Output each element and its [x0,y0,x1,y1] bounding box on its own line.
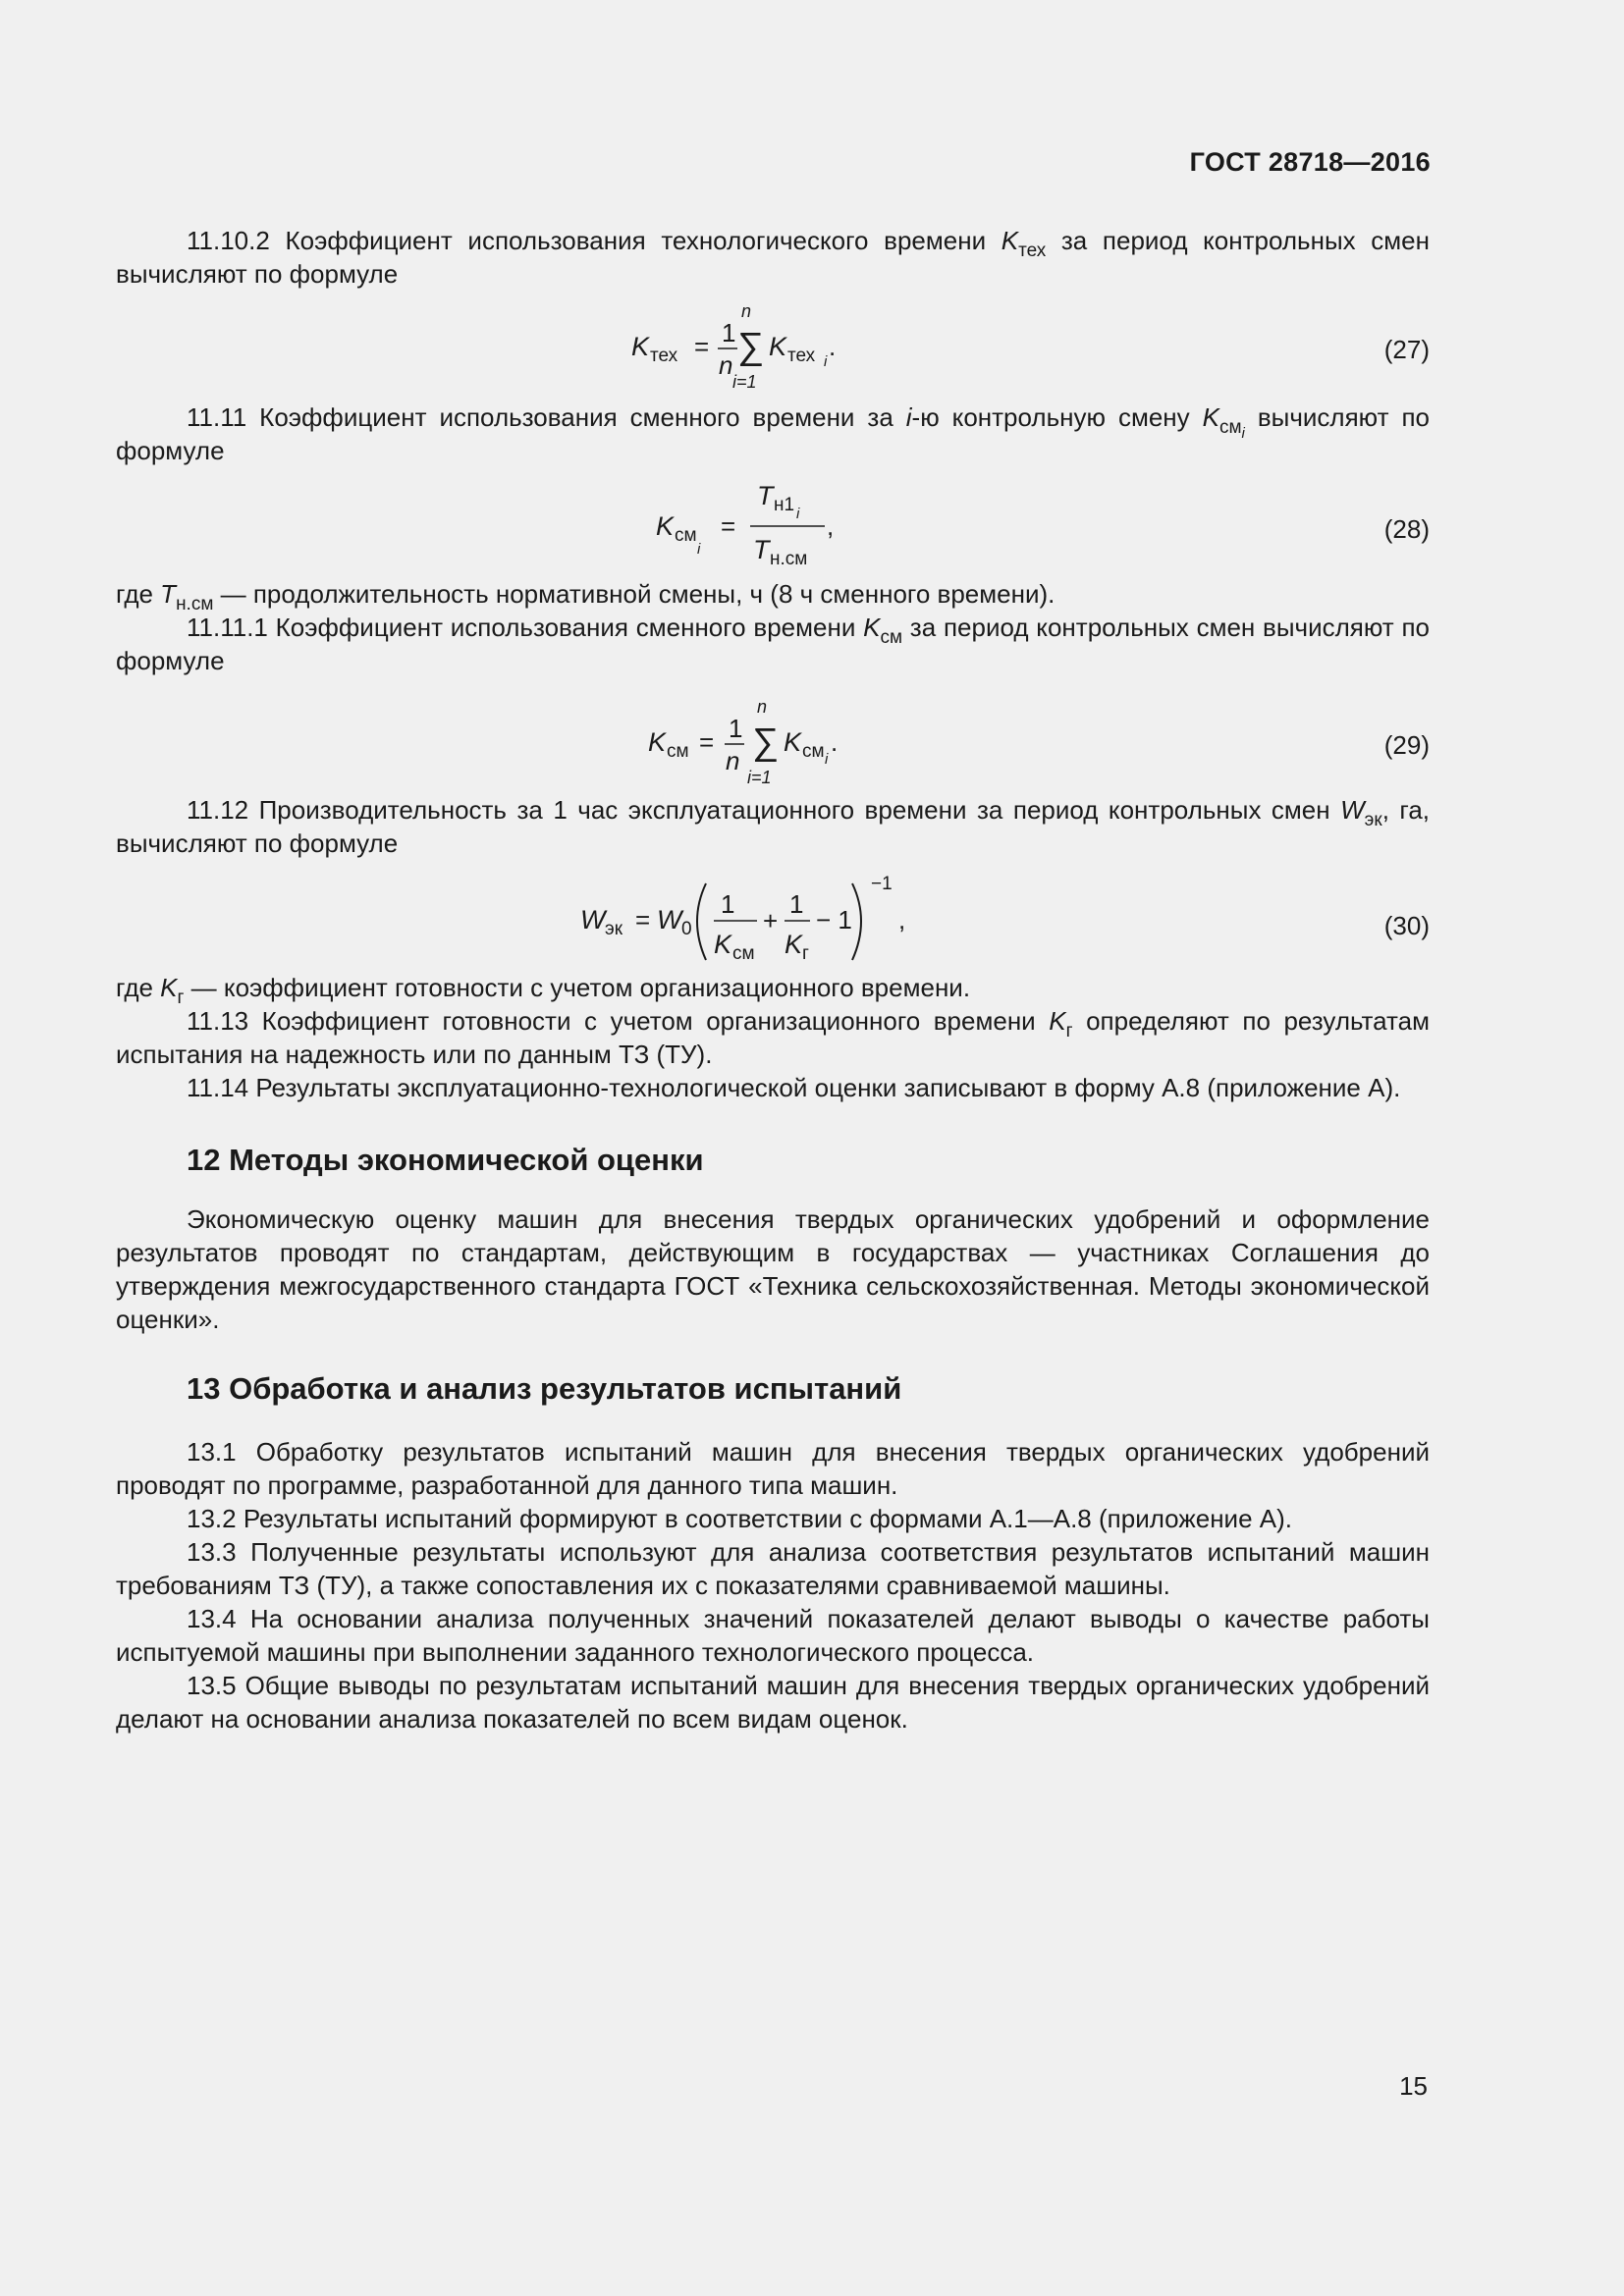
paragraph-13-3: 13.3 Полученные результаты используют для анализа соответствия результатов испытаний машин требованиям ТЗ (ТУ), а также сопоставления их с показателями сравниваемой машины. [116,1537,1430,1600]
eq30-left-paren [697,883,706,960]
formula-30 [580,870,934,972]
section-13-body [116,1435,1430,1735]
eq28-tail: , [827,511,835,541]
formula-29-row [116,695,1430,793]
section-11-12 [116,793,1430,860]
eq30-equals: = [635,905,651,934]
eq29-term-sub: см [802,741,825,762]
section-11-10-2 [116,224,1430,291]
formula-27-row [116,299,1430,398]
paragraph-11-13: 11.13 Коэффициент готовности с учетом организационного времени $K_г$ определяют по результатам испытания на надежность или по данным ТЗ (ТУ). [116,1006,1431,1069]
heading-13: 13 Обработка и анализ результатов испытаний [187,1371,902,1406]
formula-30-row [116,870,1430,972]
formula-28 [656,475,852,573]
section-12 [116,1144,1430,1177]
formula-28-row [116,475,1430,573]
where-30: где $K_г$ — коэффициент готовности с учетом организационного времени. [116,973,971,1008]
eq29-den: n [726,746,740,775]
eq28-lhs: K [656,511,675,541]
eq30-right-paren [852,883,861,960]
eq29-lhs: K [648,727,667,757]
eq29-term: K [784,727,802,757]
section-13 [116,1372,1430,1406]
eq29-equals: = [699,727,715,757]
equation-number-30: (30) [1383,911,1430,940]
equation-number-27: (27) [1383,335,1430,364]
section-11-11 [116,400,1430,467]
eq28-equals: = [721,511,736,541]
eq28-den: T [753,535,770,564]
eq30-plus: + [763,906,779,935]
eq30-f1-num: 1 [721,889,735,919]
eq28-num-sub: н1 [774,495,795,515]
eq27-term: K [769,332,787,361]
eq27-num: 1 [722,318,736,347]
eq30-w0: W [657,905,682,934]
eq30-f2-den: K [785,930,803,959]
eq30-w0-sub: 0 [681,919,692,939]
paragraph-13-5: 13.5 Общие выводы по результатам испытаний машин для внесения твердых органических удобрений делают на основании анализа показателей по всем видам оценок. [116,1671,1430,1734]
section-11-13-14 [116,971,1430,1104]
paragraph-11-10-2: 11.10.2 Коэффициент использования технологического времени $K_{тех}$ за период контрольных смен вычисляют по формуле [116,226,1430,289]
section-11-11-1 [116,577,1430,677]
eq28-den-sub: н.см [770,549,808,569]
heading-12: 12 Методы экономической оценки [187,1143,704,1177]
eq30-tail: , [898,905,906,934]
equation-number-29: (29) [1383,730,1430,760]
eq27-den: n [719,350,733,380]
paragraph-11-14: 11.14 Результаты эксплуатационно-технологической оценки записывают в форму А.8 (приложение А). [187,1073,1401,1102]
formula-29 [648,695,884,793]
paragraph-11-11-1: 11.11.1 Коэффициент использования сменного времени $K_{см}$ за период контрольных смен вычисляют по формуле [116,613,1430,675]
eq29-num: 1 [729,714,743,743]
section-12-body [116,1202,1430,1336]
paragraph-13-2: 13.2 Результаты испытаний формируют в соответствии с формами А.1—А.8 (приложение А). [187,1504,1292,1533]
eq27-lhs-sub: тех [650,346,678,366]
eq27-equals: = [694,332,710,361]
eq28-lhs-sub: см [675,525,697,546]
eq29-tail: . [831,727,839,757]
eq29-sum-top: n [757,697,768,717]
formula-27 [631,299,887,398]
paragraph-12: Экономическую оценку машин для внесения твердых органических удобрений и оформление результатов проводят по стандартам, действующим в государствах — участниках Соглашения до утверждения межгосударственного стандарта ГОСТ «Техника сельскохозяйственная. Методы экономической оценки». [116,1204,1430,1334]
equation-number-28: (28) [1383,514,1430,544]
document-header: ГОСТ 28718—2016 [1189,147,1431,177]
eq27-tail: . [829,332,837,361]
eq27-term-subsub: i [824,353,828,370]
eq29-lhs-sub: см [667,741,689,762]
eq29-sum-bot: i=1 [747,768,772,787]
eq30-power: −1 [871,874,893,894]
where-28: где $T_{н.см}$ — продолжительность нормативной смены, ч (8 ч сменного времени). [116,579,1056,614]
eq30-lhs: W [580,905,606,934]
eq28-num-subsub: i [796,506,800,522]
eq30-f2-num: 1 [789,889,804,919]
eq30-minus-one: − 1 [816,905,852,934]
eq27-lhs: K [631,332,650,361]
eq27-term-sub: тех [787,346,816,366]
eq27-sigma: ∑ [737,326,765,367]
paragraph-11-12: 11.12 Производительность за 1 час эксплуатационного времени за период контрольных смен $W_{эк}$, га, вычисляют по формуле [116,795,1430,858]
eq29-sigma: ∑ [752,721,780,763]
paragraph-13-1: 13.1 Обработку результатов испытаний машин для внесения твердых органических удобрений проводят по программе, разработанной для данного типа машин. [116,1437,1430,1500]
paragraph-11-11: 11.11 Коэффициент использования сменного времени за i-ю контрольную смену $K_{см_i}$ вычисляют по формуле [116,402,1430,465]
eq30-lhs-sub: эк [605,919,623,939]
eq30-f2-den-sub: г [802,943,809,964]
eq27-sum-bot: i=1 [732,372,757,392]
eq30-f1-den-sub: см [732,943,755,964]
eq29-term-subsub: i [825,751,829,768]
page-number: 15 [1399,2071,1428,2101]
eq28-num: T [757,481,774,510]
eq27-sum-top: n [741,301,752,321]
paragraph-13-4: 13.4 На основании анализа полученных значений показателей делают выводы о качестве работы испытуемой машины при выполнении заданного технологического процесса. [116,1604,1430,1667]
eq28-lhs-subsub: i [697,541,701,558]
eq30-f1-den: K [714,930,732,959]
